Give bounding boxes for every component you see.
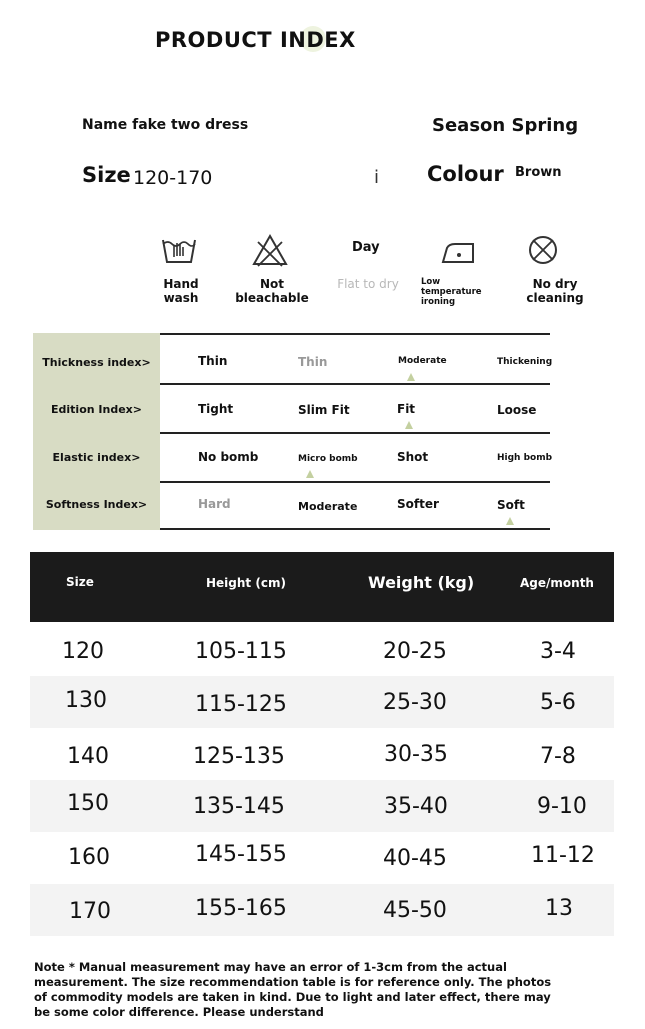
measurement-note: Note * Manual measurement may have an error of 1-3cm from the actual measurement. The size recommendation table is for reference only. The photos of commodity models are taken in kind. Due to light and later effect, there may be some color difference. Please understand [34, 960, 552, 1019]
cell-size: 140 [67, 744, 109, 769]
care-label-flat-to-dry: Flat to dry [337, 277, 399, 291]
cell-age: 11-12 [531, 843, 595, 868]
care-label-no-dry-cleaning: No dry cleaning [526, 277, 584, 305]
hand-wash-icon [160, 232, 198, 270]
care-label-not-bleachable: Not bleachable [235, 277, 309, 305]
cell-height: 135-145 [193, 794, 285, 819]
no-dry-clean-icon [524, 232, 562, 270]
cell-age: 9-10 [537, 794, 587, 819]
no-bleach-icon [251, 232, 289, 270]
elastic-option: Micro bomb [298, 454, 358, 464]
colour-value: Brown [515, 165, 562, 180]
elastic-index-label: Elastic index> [52, 451, 141, 464]
size-label: Size [82, 163, 131, 187]
stray-mark: i [374, 167, 380, 188]
cell-size: 170 [69, 899, 111, 924]
care-label-low-temp-ironing: Low temperature ironing [421, 277, 482, 307]
softness-option: Softer [397, 497, 439, 511]
softness-option: Soft [497, 498, 525, 512]
thickness-index-label: Thickness index> [42, 356, 151, 369]
softness-option: Moderate [298, 500, 358, 513]
cell-age: 3-4 [540, 639, 576, 664]
product-season: Season Spring [432, 115, 579, 136]
index-divider [160, 481, 550, 483]
cell-height: 155-165 [195, 896, 287, 921]
page-title: PRODUCT INDEX [155, 28, 356, 52]
edition-option: Fit [397, 402, 416, 416]
thickness-option: Moderate [398, 356, 447, 366]
softness-option: Hard [198, 497, 231, 511]
elastic-option: High bomb [497, 453, 553, 463]
care-label-hand-wash: Hand wash [163, 277, 199, 305]
product-name: Name fake two dress [82, 117, 249, 133]
cell-size: 130 [65, 688, 107, 713]
thickness-selected-marker [407, 373, 415, 381]
cell-weight: 25-30 [383, 690, 447, 715]
elastic-option: No bomb [198, 450, 259, 464]
header-height: Height (cm) [206, 576, 286, 590]
thickness-option: Thin [198, 354, 228, 368]
header-weight: Weight (kg) [368, 573, 475, 592]
elastic-option: Shot [397, 450, 429, 464]
edition-index-label: Edition Index> [51, 403, 142, 416]
elastic-selected-marker [306, 470, 314, 478]
softness-index-label: Softness Index> [45, 498, 148, 511]
softness-selected-marker [506, 517, 514, 525]
size-value: 120-170 [133, 167, 213, 189]
cell-weight: 30-35 [384, 742, 448, 767]
thickness-option: Thickening [497, 357, 553, 367]
cell-size: 120 [62, 639, 104, 664]
table-row [30, 832, 614, 884]
cell-size: 160 [68, 845, 110, 870]
cell-age: 7-8 [540, 744, 576, 769]
index-divider [160, 432, 550, 434]
cell-height: 125-135 [193, 744, 285, 769]
edition-option: Slim Fit [298, 403, 350, 417]
table-row [30, 780, 614, 832]
low-temp-iron-icon [439, 234, 477, 272]
header-age: Age/month [520, 576, 594, 590]
thickness-option: Thin [298, 355, 328, 369]
table-row [30, 624, 614, 676]
edition-option: Tight [198, 402, 234, 416]
index-divider [160, 333, 550, 335]
edition-option: Loose [497, 403, 537, 417]
cell-weight: 40-45 [383, 846, 447, 871]
edition-selected-marker [405, 421, 413, 429]
colour-label: Colour [427, 162, 504, 186]
table-row [30, 676, 614, 728]
cell-weight: 35-40 [384, 794, 448, 819]
cell-age: 5-6 [540, 690, 576, 715]
cell-weight: 20-25 [383, 639, 447, 664]
header-size: Size [66, 575, 94, 589]
cell-age: 13 [545, 896, 573, 921]
index-divider [160, 383, 550, 385]
table-row [30, 728, 614, 780]
cell-size: 150 [67, 791, 109, 816]
cell-height: 115-125 [195, 692, 287, 717]
day-label: Day [352, 240, 380, 255]
index-divider [160, 528, 550, 530]
cell-weight: 45-50 [383, 898, 447, 923]
cell-height: 105-115 [195, 639, 287, 664]
table-row [30, 884, 614, 936]
cell-height: 145-155 [195, 842, 287, 867]
